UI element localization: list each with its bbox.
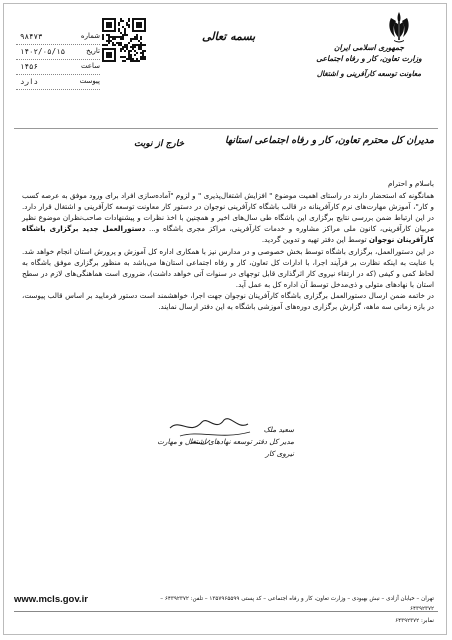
urgency-label: خارج از نوبت [134,139,185,149]
ministry-header [304,42,434,80]
date-label: تاریخ [86,47,100,55]
org-line-1: جمهوری اسلامی ایران [333,43,405,52]
addressee: مدیران کل محترم تعاون، کار و رفاه اجتماعی استانها [225,135,434,146]
letter-metadata [16,30,100,90]
attachment-value: دارد [20,77,39,86]
time-row [16,60,100,75]
qr-code-icon [102,18,146,62]
signer-title: مدیر کل دفتر توسعه نهادهای اشتغال و مهارت نیروی کار [157,437,294,458]
header-divider [14,128,438,129]
org-line-3: معاونت توسعه کارآفرینی و اشتغال [316,69,422,78]
date-row [16,45,100,60]
paragraph-3: در خاتمه ضمن ارسال دستورالعمل برگزاری باشگاه کارآفرینان نوجوان جهت اجرا، خواهشمند است دستور فرمایید بر اساس قالب پیوست، در بازه زمانی سه ماهه، گزارش برگزاری دوره‌های آموزشی باشگاه به این دفتر ارسال نمایند. [22,290,434,312]
address-line: تهران – خیابان آزادی – نبش بهبودی – وزارت تعاون، کار و رفاه اجتماعی – کد پستی ۱۳۵۷۹۶۵۵۹۹ – تلفن: ۶۴۳۹۲۳۷۲ – ۶۴۳۹۲۳۷۲ [160,596,434,612]
attachment-label: پیوست [79,77,100,85]
date-value: ۱۴۰۲/۰۵/۱۵ [20,47,66,56]
attachment-row [16,75,100,90]
fax-line: نمابر: ۶۴۳۹۲۳۷۲ [395,618,434,624]
greeting: باسلام و احترام [387,179,434,188]
paragraph-1-end: توسط این دفتر تهیه و تدوین گردید. [261,235,367,245]
paragraph-1-text: همانگونه که استحضار دارند در راستای اهمیت موضوع " افزایش اشتغال‌پذیری " و لزوم "آماده‌سازی افراد برای ورود موفق به عرصه کسب و کار"، آموزش مهارت‌های نرم کارآفرینانه در قالب باشگاه کارآفرینی نوجوان در دستور کار معاونت توسعه کارآفرینی و اشتغال قرار دارد. در این ارتباط ضمن بررسی نتایج برگزاری این باشگاه طی سال‌های اخیر و همچنین با اخذ نظرات و پیشنهادات صاحب‌نظران موضوع نظیر مربیان کارآفرینی، کانون ملی مراکز مشاوره و خدمات کارآفرینی، مراکز مجری باشگاه و... [22,191,434,234]
number-label: شماره [80,32,100,40]
paragraph-2: در این دستورالعمل، برگزاری باشگاه توسط بخش خصوصی و در مدارس نیز با همکاری اداره کل آموزش و پرورش استان انجام خواهد شد. با عنایت به اینکه نظارت بر فرآیند اجرا، با ادارات کل تعاون، کار و رفاه اجتماعی استان‌ها می‌باشد به منظور برگزاری موفق باشگاه به لحاظ کمی و کیفی (که در ارتقاء نیروی کار اثرگذاری قابل توجهای در سنوات آتی خواهد داشت)، ضروری است هماهنگی‌های لازم در سطح استان با نهادهای متولی و ذی‌مدخل توسط آن اداره کل به عمل آید. [22,246,434,289]
page-border [3,3,447,635]
signer-name: سعید ملک [263,425,294,434]
paragraph-1 [22,190,434,245]
number-row [16,30,100,45]
time-label: ساعت [80,62,100,70]
iran-emblem-icon [384,10,414,44]
letter-body [22,178,434,312]
bismillah: بسمه تعالی [202,30,256,43]
time-value: ۱۴۵۶ [20,62,39,71]
number-value: ۹۸۴۷۳ [20,32,43,41]
website-link[interactable]: www.mcls.gov.ir [14,594,88,605]
org-line-2: وزارت تعاون، کار و رفاه اجتماعی [316,54,422,63]
signature-block [154,424,294,460]
paragraph-1-highlight: دستورالعمل جدید برگزاری باشگاه کارآفرینان نوجوان [22,224,434,245]
